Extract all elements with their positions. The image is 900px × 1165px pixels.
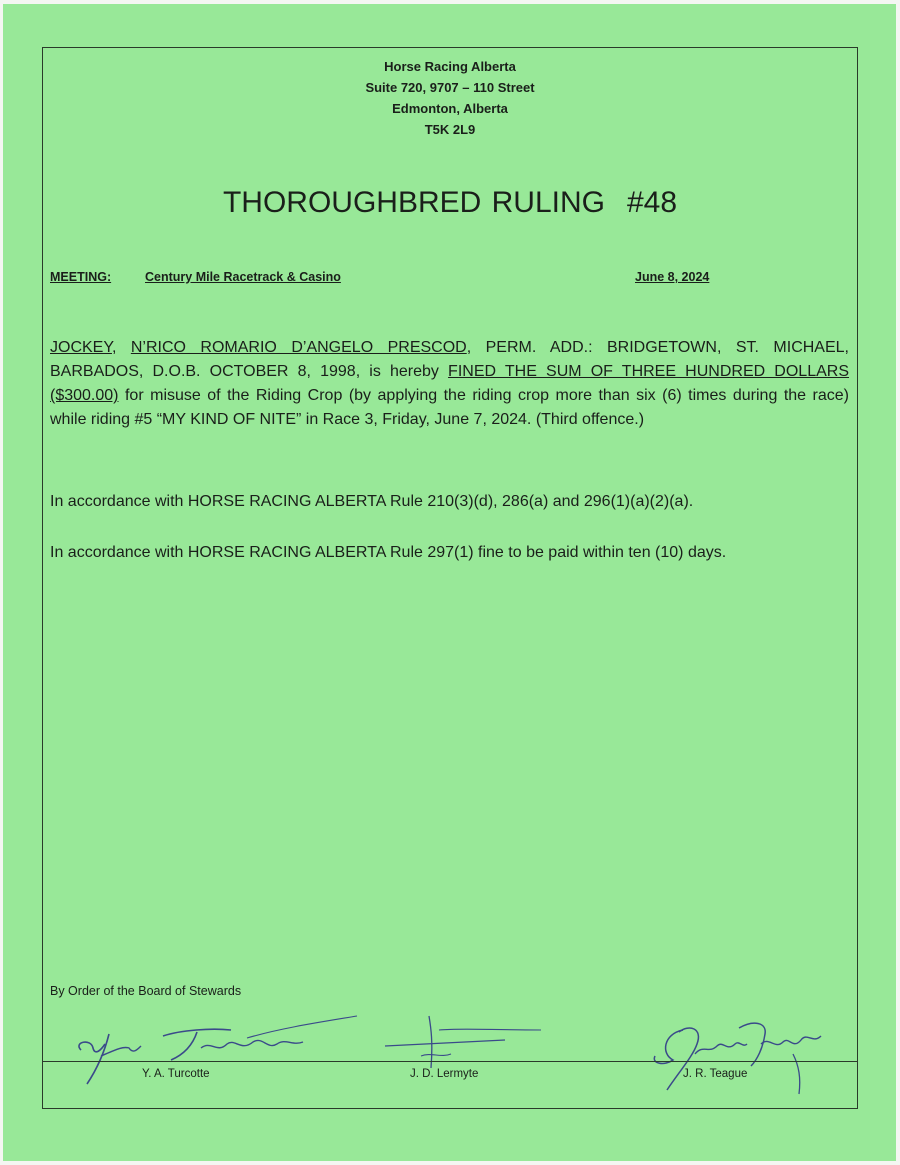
licensee-details: , PERM. ADD.: BRIDGETOWN, ST. MICHAEL, BARBADOS, D.O.B. OCTOBER 8, 1998, is hereby bbox=[50, 339, 849, 380]
org-street: Suite 720, 9707 – 110 Street bbox=[365, 80, 535, 95]
ruling-title-text: THOROUGHBRED RULING bbox=[222, 186, 605, 219]
ruling-title bbox=[43, 186, 857, 220]
ruling-paragraph bbox=[50, 336, 849, 432]
org-name: Horse Racing Alberta bbox=[384, 59, 516, 74]
penalty-text: FINED THE SUM OF THREE HUNDRED DOLLARS ($300.00) bbox=[50, 363, 850, 404]
role-separator: , bbox=[111, 339, 131, 356]
steward-name-turcotte: Y. A. Turcotte bbox=[142, 1068, 210, 1080]
org-postal: T5K 2L9 bbox=[424, 122, 476, 137]
signature-line bbox=[43, 1061, 857, 1062]
ruling-sheet bbox=[3, 4, 896, 1161]
steward-name-teague: J. R. Teague bbox=[683, 1068, 748, 1080]
meeting-venue: Century Mile Racetrack & Casino bbox=[145, 270, 341, 284]
violation-reason: for misuse of the Riding Crop (by applying the riding crop more than six (6) times during the race) while riding #5 “MY KIND OF NITE” in Race 3, Friday, June 7, 2024. (Third offence.) bbox=[50, 387, 849, 428]
meeting-date: June 8, 2024 bbox=[635, 270, 710, 284]
rule-reference: In accordance with HORSE RACING ALBERTA Rule 210(3)(d), 286(a) and 296(1)(a)(2)(a). bbox=[50, 493, 694, 510]
licensee-name: N’RICO ROMARIO D’ANGELO PRESCOD bbox=[130, 339, 467, 356]
steward-name-lermyte: J. D. Lermyte bbox=[410, 1068, 479, 1080]
teague-signature bbox=[643, 1014, 823, 1098]
document-border bbox=[42, 47, 858, 1109]
licensee-role: JOCKEY bbox=[50, 339, 112, 356]
org-city: Edmonton, Alberta bbox=[392, 101, 508, 116]
ruling-number: #48 bbox=[626, 186, 678, 219]
meeting-label: MEETING: bbox=[50, 270, 112, 284]
board-order-line: By Order of the Board of Stewards bbox=[50, 984, 242, 998]
payment-reference: In accordance with HORSE RACING ALBERTA Rule 297(1) fine to be paid within ten (10) days. bbox=[50, 544, 727, 561]
